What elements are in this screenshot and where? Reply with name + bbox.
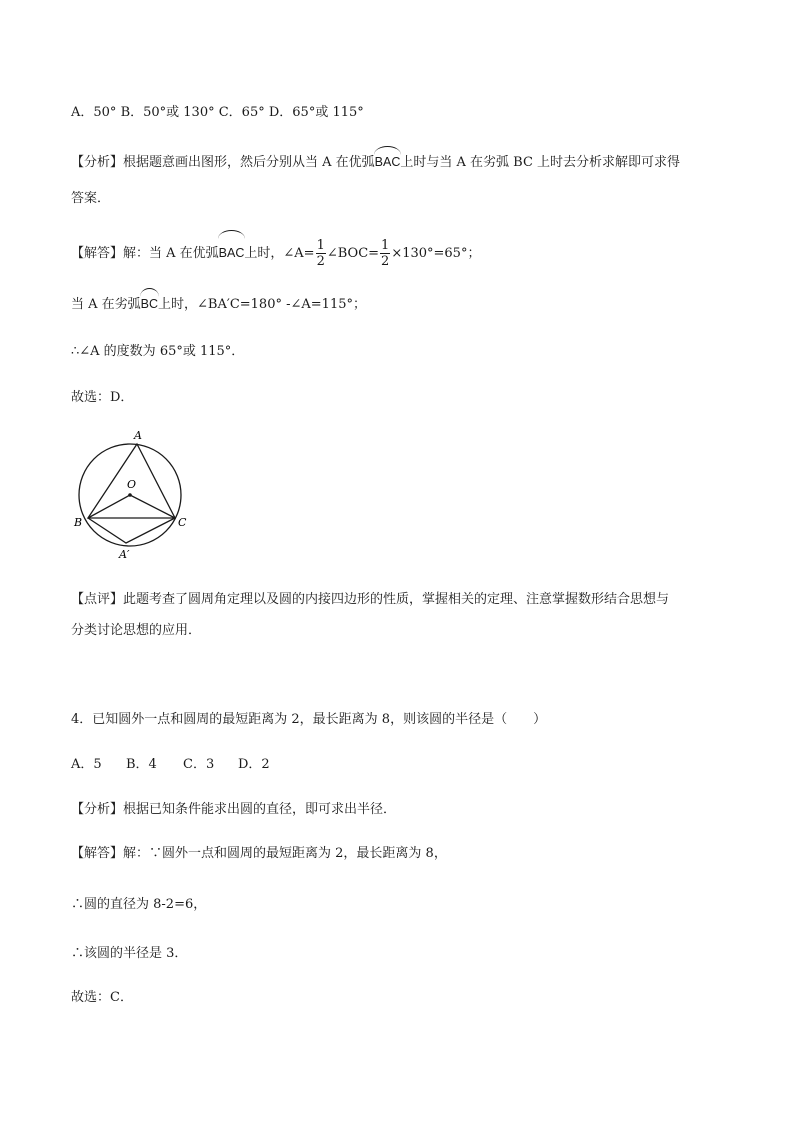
q3-review-line2: 分类讨论思想的应用．	[71, 623, 202, 638]
fraction-half-2: $\frac{1}{2}$	[381, 238, 390, 269]
q4-stem: 4．已知圆外一点和圆周的最短距离为 2，最长距离为 8，则该圆的半径是（ ）	[71, 712, 547, 727]
answer-tag: 【解答】	[71, 846, 124, 861]
center-point	[128, 493, 132, 497]
q4-option-d: D．2	[238, 757, 270, 772]
q3-options: A．50° B．50°或 130° C．65° D．65°或 115°	[71, 105, 364, 120]
label-c: C	[178, 516, 187, 529]
q3-analysis-line1	[71, 152, 680, 173]
major-arc-bac-answer: BAC	[219, 230, 245, 271]
q4-option-c: C．3	[183, 757, 215, 772]
q4-answer-line2: ∴圆的直径为 8-2=6，	[71, 897, 207, 912]
q4-option-a: A．5	[71, 757, 102, 772]
label-a-prime: A′	[119, 548, 130, 561]
analysis-text-2: 上时与当 A 在劣弧 BC 上时去分析求解即可求得	[400, 155, 681, 170]
q3-answer-line1	[71, 236, 480, 271]
major-arc-bac: BAC	[375, 146, 401, 173]
arc-overline	[374, 146, 402, 155]
q4-answer-line4: 故选：C．	[71, 990, 133, 1005]
q3-answer-line2	[71, 294, 366, 315]
q3-answer-line4: 故选：D．	[71, 390, 134, 405]
arc-overline	[218, 230, 246, 239]
q4-analysis	[71, 800, 396, 820]
q4-answer-line3: ∴该圆的半径是 3．	[71, 946, 188, 961]
answer-text-1b: 上时，∠A=	[244, 246, 315, 261]
label-a: A	[134, 429, 142, 442]
answer-text-1d: ×130°=65°；	[391, 246, 481, 261]
q4-option-b: B．4	[126, 757, 157, 772]
review-text-1: 此题考查了圆周角定理以及圆的内接四边形的性质，掌握相关的定理、注意掌握数形结合思想与	[123, 592, 670, 607]
answer-tag: 【解答】	[71, 246, 124, 261]
answer-text-1: 解：∵圆外一点和圆周的最短距离为 2，最长距离为 8，	[123, 846, 447, 861]
answer-text-1a: 解：当 A 在优弧	[123, 246, 219, 261]
analysis-tag: 【分析】	[71, 155, 124, 170]
circle-figure	[68, 425, 198, 567]
triangle-ba-prime-c	[88, 518, 175, 543]
q4-answer-line1	[71, 844, 447, 864]
answer-text-2a: 当 A 在劣弧	[71, 297, 141, 312]
q3-answer-line3: ∴∠A 的度数为 65°或 115°．	[71, 344, 245, 359]
label-o: O	[127, 478, 137, 491]
review-tag: 【点评】	[71, 592, 124, 607]
minor-arc-bc: BC	[141, 288, 158, 315]
answer-text-1c: ∠BOC=	[326, 246, 380, 261]
label-b: B	[74, 516, 83, 529]
arc-overline	[140, 288, 159, 297]
q3-review-line1	[71, 590, 669, 610]
analysis-tag: 【分析】	[71, 802, 124, 817]
q3-analysis-line2: 答案．	[71, 191, 111, 206]
analysis-text: 根据已知条件能求出圆的直径，即可求出半径．	[123, 802, 397, 817]
fraction-half-1: $\frac{1}{2}$	[316, 238, 325, 269]
answer-text-2b: 上时，∠BA′C=180° -∠A=115°；	[158, 297, 366, 312]
q4-options	[71, 755, 270, 775]
analysis-text-1: 根据题意画出图形，然后分别从当 A 在优弧	[123, 155, 375, 170]
